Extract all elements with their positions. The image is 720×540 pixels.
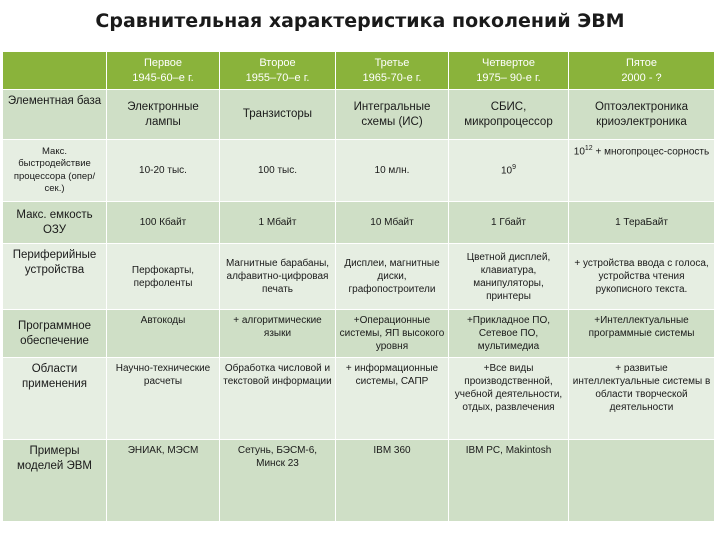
table-cell: $10^{12}$ + многопроцес-сорность — [569, 140, 715, 202]
table-cell: Электронные лампы — [107, 90, 220, 140]
table-cell: +Прикладное ПО, Сетевое ПО, мультимедиа — [449, 310, 569, 358]
table-cell: ЭНИАК, МЭСМ — [107, 440, 220, 522]
table-cell: 100 тыс. — [220, 140, 336, 202]
row-label-ram: Макс. емкость ОЗУ — [3, 202, 107, 244]
row-label-element-base: Элементная база — [3, 90, 107, 140]
table-cell: 100 Кбайт — [107, 202, 220, 244]
table-cell: Транзисторы — [220, 90, 336, 140]
row-label-peripherals: Периферийные устройства — [3, 244, 107, 310]
page-title: Сравнительная характеристика поколений ЭВМ — [95, 10, 625, 32]
header-gen4: Четвертое 1975– 90-е г. — [449, 52, 569, 90]
header-gen5: Пятое 2000 - ? — [569, 52, 715, 90]
comparison-table — [2, 51, 715, 522]
header-gen3: Третье 1965-70-е г. — [336, 52, 449, 90]
row-label-applications: Области применения — [3, 358, 107, 440]
table-cell: Цветной дисплей, клавиатура, манипуляторы, принтеры — [449, 244, 569, 310]
table-cell: Перфокарты, перфоленты — [107, 244, 220, 310]
header-gen1: Первое 1945-60–е г. — [107, 52, 220, 90]
table-cell — [569, 440, 715, 522]
table-cell: Магнитные барабаны, алфавитно-цифровая печать — [220, 244, 336, 310]
table-cell: Научно-технические расчеты — [107, 358, 220, 440]
table-cell: + информационные системы, САПР — [336, 358, 449, 440]
table-cell: $10^9$ — [449, 140, 569, 202]
table-cell: + устройства ввода с голоса, устройства чтения рукописного текста. — [569, 244, 715, 310]
table-row — [3, 310, 715, 358]
table-cell: +Все виды производственной, учебной деятельности, отдых, развлечения — [449, 358, 569, 440]
row-label-software: Программное обеспечение — [3, 310, 107, 358]
table-cell: СБИС, микропроцессор — [449, 90, 569, 140]
table-cell: + алгоритмические языки — [220, 310, 336, 358]
table-cell: 10-20 тыс. — [107, 140, 220, 202]
table-cell: Дисплеи, магнитные диски, графопостроители — [336, 244, 449, 310]
table-row — [3, 358, 715, 440]
table-row — [3, 90, 715, 140]
header-corner — [3, 52, 107, 90]
table-cell: + развитые интеллектуальные системы в области творческой деятельности — [569, 358, 715, 440]
table-cell: 10 млн. — [336, 140, 449, 202]
table-cell: +Операционные системы, ЯП высокого уровня — [336, 310, 449, 358]
table-cell: Обработка числовой и текстовой информации — [220, 358, 336, 440]
table-cell: IBM PC, Makintosh — [449, 440, 569, 522]
table-row — [3, 244, 715, 310]
row-label-models: Примеры моделей ЭВМ — [3, 440, 107, 522]
row-label-speed: Макс. быстродействие процессора (опер/сек.) — [3, 140, 107, 202]
header-gen2: Второе 1955–70–е г. — [220, 52, 336, 90]
table-cell: Автокоды — [107, 310, 220, 358]
table-row — [3, 440, 715, 522]
table-cell: 1 Гбайт — [449, 202, 569, 244]
table-cell: IBM 360 — [336, 440, 449, 522]
table-cell: 1 ТераБайт — [569, 202, 715, 244]
table-cell: Интегральные схемы (ИС) — [336, 90, 449, 140]
table-row — [3, 202, 715, 244]
table-row — [3, 140, 715, 202]
table-cell: 10 Мбайт — [336, 202, 449, 244]
table-cell: 1 Мбайт — [220, 202, 336, 244]
table-cell: Оптоэлектроника криоэлектроника — [569, 90, 715, 140]
table-cell: Сетунь, БЭСМ-6, Минск 23 — [220, 440, 336, 522]
table-cell: +Интеллектуальные программные системы — [569, 310, 715, 358]
header-row — [3, 52, 715, 90]
